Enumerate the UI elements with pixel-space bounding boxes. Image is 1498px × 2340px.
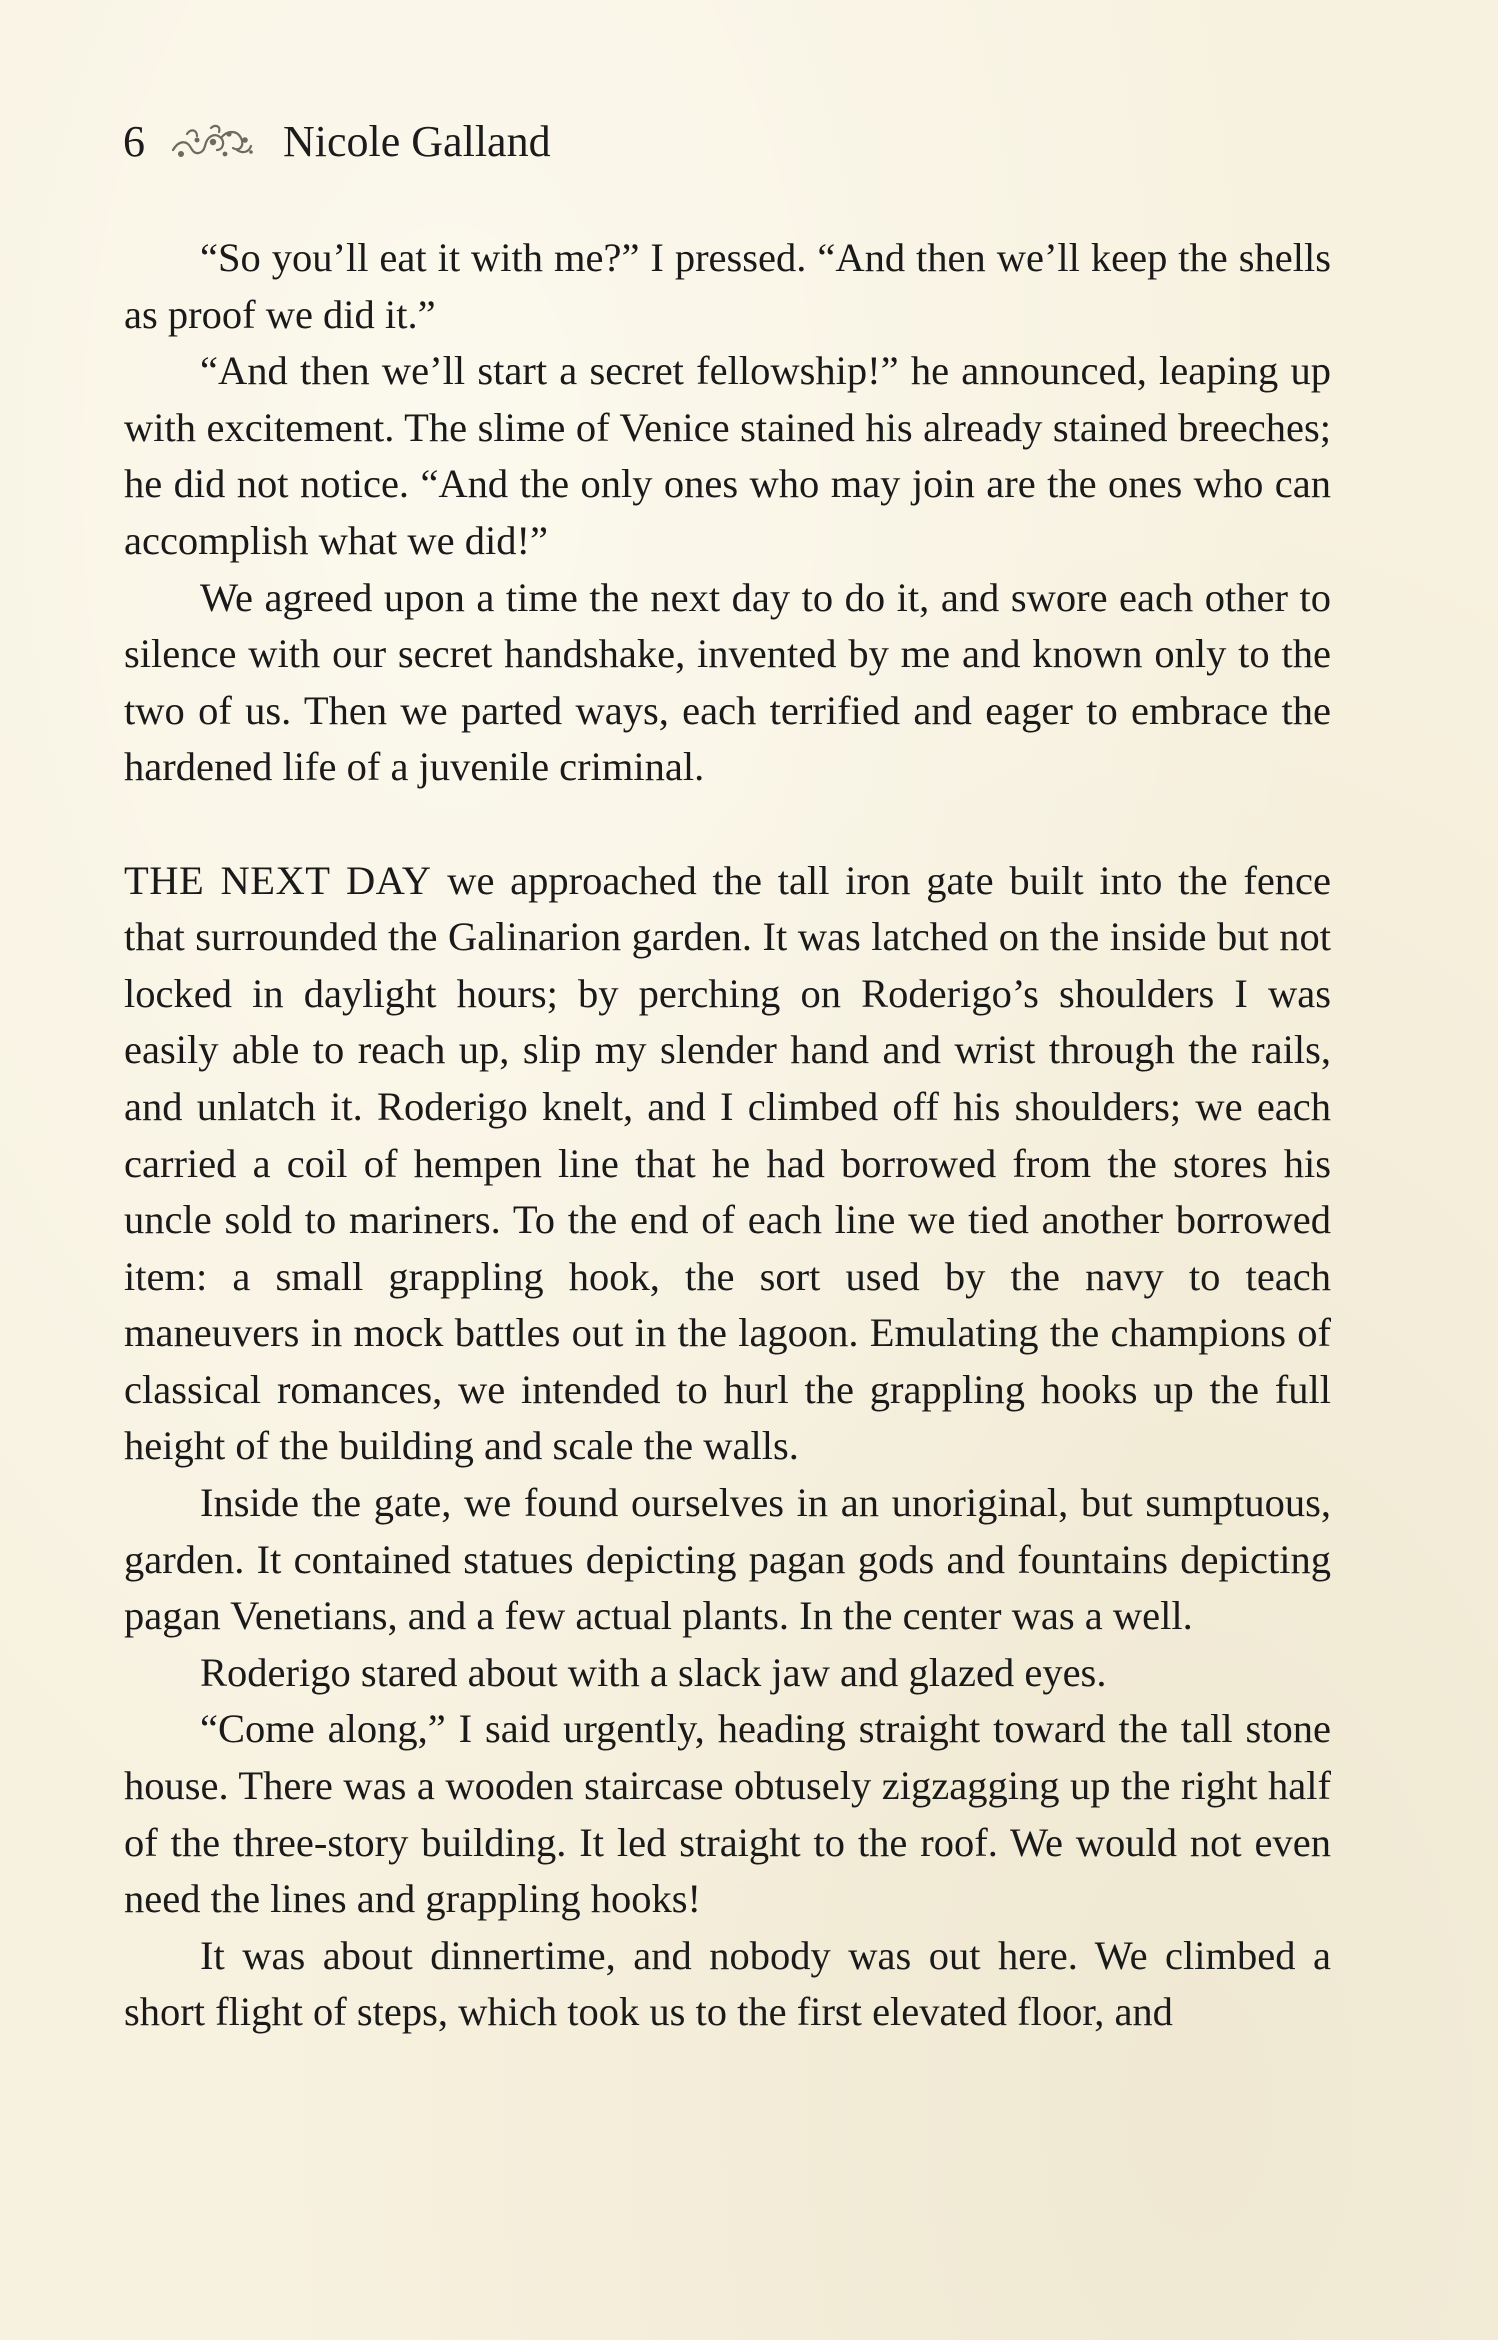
running-header <box>123 112 551 172</box>
paragraph: Inside the gate, we found ourselves in an unoriginal, but sumptuous, garden. It contained statues depicting pagan gods and fountains depicting pagan Venetians, and a few actual plants. In the center was a well. <box>124 1480 1331 1639</box>
paragraph: It was about dinnertime, and nobody was out here. We climbed a short flight of steps, which took us to the first elevated floor, and <box>124 1932 1331 2035</box>
page-number: 6 <box>123 117 145 166</box>
section-first-paragraph-text: we approached the tall iron gate built into the fence that surrounded the Galinarion garden. It was latched on the inside but not locked in daylight hours; by perching on Roderigo’s shoulders I was easily able to reach up, slip my slender hand and wrist through the rails, and unlatch it. Roderigo knelt, and I climbed off his shoulders; we each carried a coil of hempen line that he had borrowed from the stores his uncle sold to mariners. To the end of each line we tied another borrowed item: a small grappling hook, the sort used by the navy to teach maneuvers in mock battles out in the lagoon. Emulating the champions of classical romances, we intended to hurl the grappling hooks up the full height of the building and scale the walls. <box>124 857 1331 1469</box>
section-lead-in: THE NEXT DAY <box>124 857 432 903</box>
paragraph: “And then we’ll start a secret fellowship!” he announced, leaping up with excitement. The slime of Venice stained his already stained breeches; he did not notice. “And the only ones who may join are the ones who can accomplish what we did!” <box>124 348 1331 563</box>
paragraph: We agreed upon a time the next day to do it, and swore each other to silence with our secret handshake, invented by me and known only to the two of us. Then we parted ways, each terrified and eager to embrace the hardened life of a juvenile criminal. <box>124 574 1331 790</box>
author-name: Nicole Galland <box>283 117 551 166</box>
floral-ornament-icon <box>167 120 257 164</box>
paragraph: Roderigo stared about with a slack jaw and glazed eyes. <box>200 1649 1107 1695</box>
section-first-paragraph <box>124 853 1331 1476</box>
body-text <box>124 230 1331 2041</box>
paragraph: “So you’ll eat it with me?” I pressed. “And then we’ll keep the shells as proof we did it.” <box>124 235 1331 337</box>
paragraph: “Come along,” I said urgently, heading straight toward the tall stone house. There was a wooden staircase obtusely zigzagging up the right half of the three-story building. It led straight to the roof. We would not even need the lines and grappling hooks! <box>124 1706 1331 1922</box>
